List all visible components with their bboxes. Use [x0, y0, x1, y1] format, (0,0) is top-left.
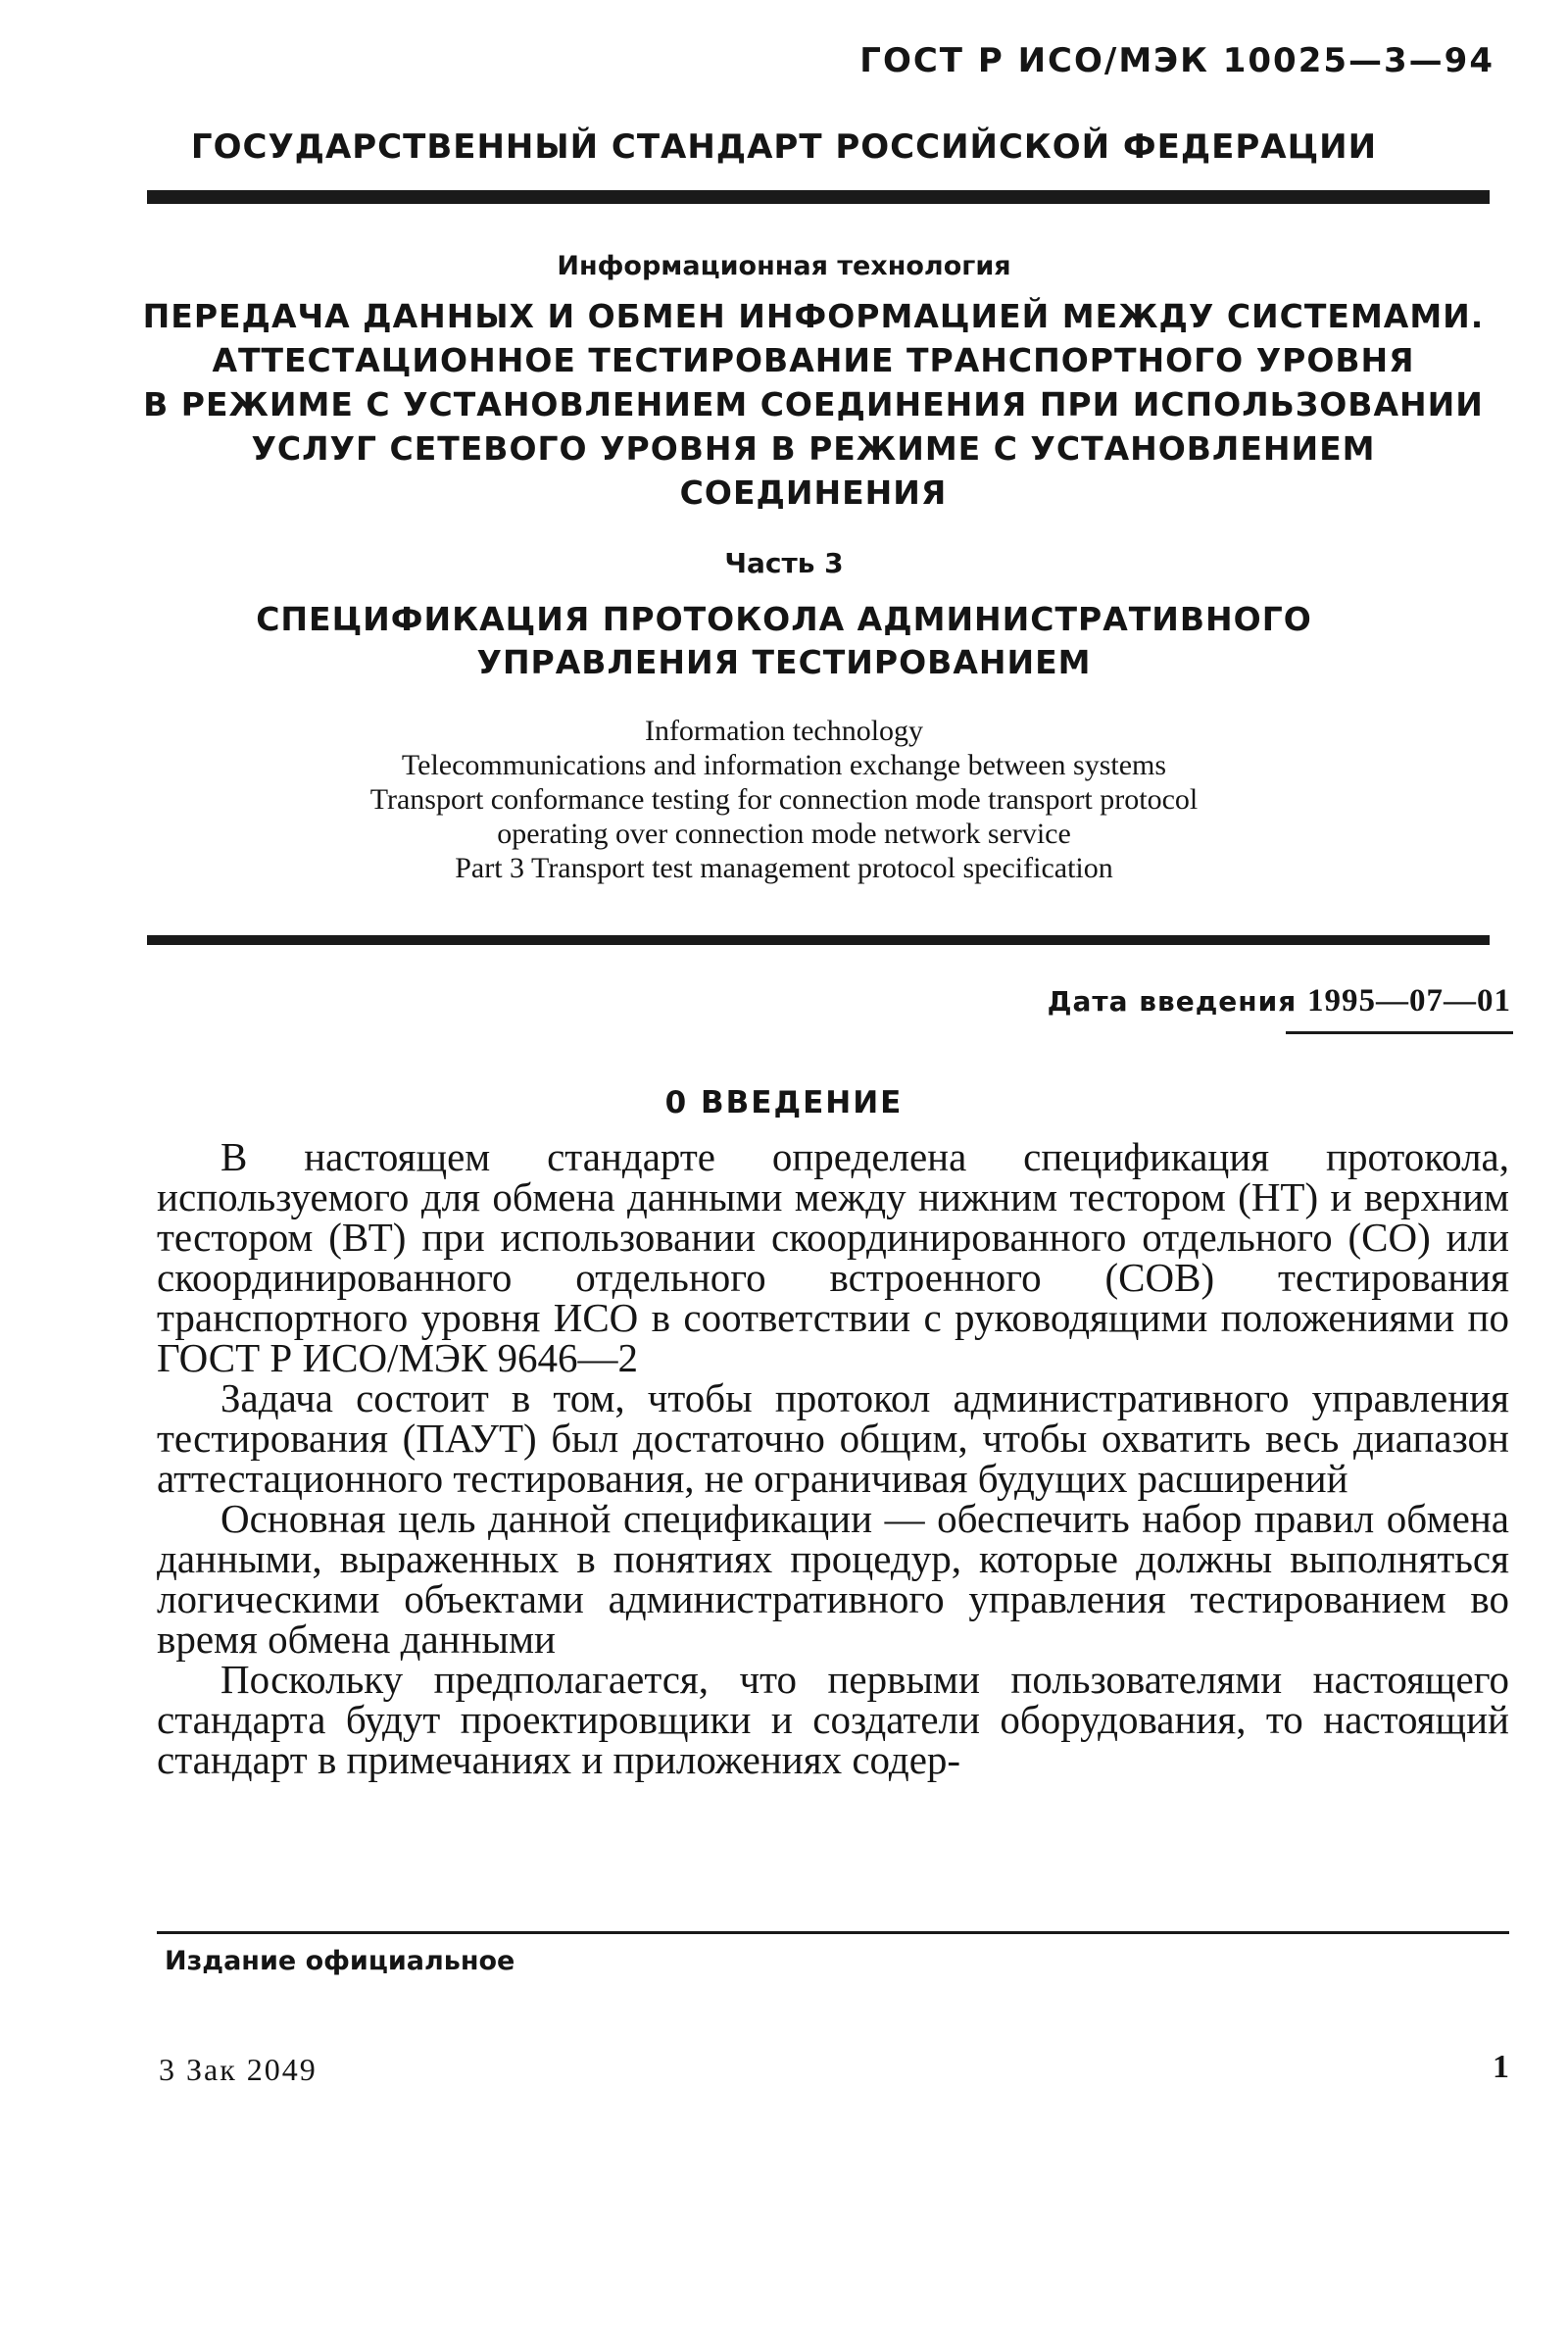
paragraph: Основная цель данной спецификации — обеспечить набор правил обмена данными, выраженных в понятиях процедур, которые должны выполняться логическими объектами административного управления тестированием во время обмена данными: [157, 1496, 1509, 1662]
paragraph: Поскольку предполагается, что первыми пользователями настоящего стандарта будут проектировщики и создатели оборудования, то настоящий стандарт в примечаниях и приложениях содер-: [157, 1657, 1509, 1782]
part-title-line: СПЕЦИФИКАЦИЯ ПРОТОКОЛА АДМИНИСТРАТИВНОГО: [256, 600, 1312, 638]
order-number: 3 Зак 2049: [159, 2052, 318, 2087]
english-title-line: operating over connection mode network service: [497, 818, 1071, 850]
footer-rule: [157, 1931, 1509, 1934]
russian-title-line: АТТЕСТАЦИОННОЕ ТЕСТИРОВАНИЕ ТРАНСПОРТНОГО УРОВНЯ: [212, 341, 1415, 379]
introduction-body: [157, 1134, 1509, 1782]
introduction-date: [1048, 983, 1511, 1020]
part-label: Часть 3: [724, 547, 844, 579]
official-edition: Издание официальное: [165, 1946, 515, 1976]
part-title-line: УПРАВЛЕНИЯ ТЕСТИРОВАНИЕМ: [476, 643, 1092, 681]
paragraph: В настоящем стандарте определена спецификация протокола, используемого для обмена данными между нижним тестором (НТ) и верхним тестором (ВТ) при использовании скоординированного отдельного (СО) или скоординированного отдельного встроенного (СОВ) тестирования транспортного уровня ИСО в соответствии с руководящими положениями по ГОСТ Р ИСО/МЭК 9646—2: [157, 1134, 1509, 1380]
russian-title: [127, 294, 1499, 515]
english-title-line: Telecommunications and information exchange between systems: [401, 749, 1167, 781]
section-heading: 0 ВВЕДЕНИЕ: [664, 1085, 904, 1120]
date-underline: [1286, 1031, 1513, 1034]
date-label: Дата введения: [1047, 985, 1298, 1018]
part-title: [157, 598, 1411, 684]
page-number: 1: [1493, 2049, 1509, 2085]
date-value: 1995—07—01: [1307, 983, 1511, 1019]
english-title-line: Information technology: [644, 715, 924, 747]
english-title-line: Transport conformance testing for connection mode transport protocol: [369, 783, 1199, 816]
english-title: [157, 714, 1411, 885]
russian-title-line: В РЕЖИМЕ С УСТАНОВЛЕНИЕМ СОЕДИНЕНИЯ ПРИ ИСПОЛЬЗОВАНИИ: [143, 385, 1484, 423]
top-rule-thick: [147, 190, 1490, 204]
subject-line: Информационная технология: [557, 251, 1011, 281]
russian-title-line: СОЕДИНЕНИЯ: [679, 473, 948, 512]
russian-title-line: ПЕРЕДАЧА ДАННЫХ И ОБМЕН ИНФОРМАЦИЕЙ МЕЖДУ СИСТЕМАМИ.: [142, 297, 1485, 335]
standard-code: ГОСТ Р ИСО/МЭК 10025—3—94: [859, 41, 1494, 80]
russian-title-line: УСЛУГ СЕТЕВОГО УРОВНЯ В РЕЖИМЕ С УСТАНОВЛЕНИЕМ: [251, 429, 1376, 468]
paragraph: Задача состоит в том, чтобы протокол административного управления тестирования (ПАУТ) был достаточно общим, чтобы охватить весь диапазон аттестационного тестирования, не ограничивая будущих расширений: [157, 1375, 1509, 1501]
state-standard-title: ГОСУДАРСТВЕННЫЙ СТАНДАРТ РОССИЙСКОЙ ФЕДЕРАЦИИ: [190, 127, 1378, 167]
title-rule-thick: [147, 935, 1490, 945]
english-title-line: Part 3 Transport test management protocol specification: [455, 852, 1113, 884]
